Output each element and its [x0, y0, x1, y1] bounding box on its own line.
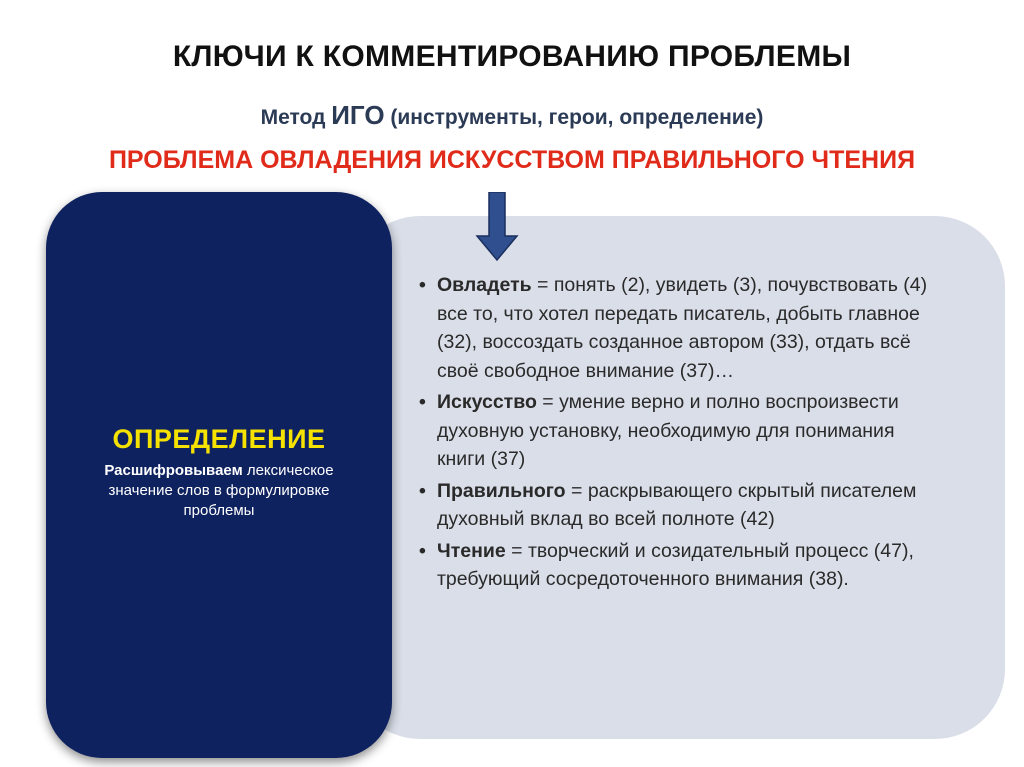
definition-text: лексическое значение слов в формулировке проблемы	[108, 462, 334, 519]
method-description: (инструменты, герои, определение)	[384, 106, 764, 129]
list-item	[415, 271, 945, 385]
term: Правильного	[437, 479, 566, 502]
method-abbr: ИГО	[331, 100, 385, 130]
list-item	[415, 537, 945, 594]
down-arrow-icon	[475, 192, 519, 262]
definition-list	[415, 271, 945, 597]
term: Овладеть	[437, 274, 532, 296]
definition-lead: Расшифровываем	[104, 462, 243, 479]
list-item	[415, 477, 945, 534]
method-prefix: Метод	[260, 106, 332, 129]
term: Чтение	[437, 539, 506, 562]
bullet-icon: •	[419, 391, 426, 413]
slide-title: КЛЮЧИ К КОММЕНТИРОВАНИЮ ПРОБЛЕМЫ	[172, 40, 852, 73]
definition-heading: ОПРЕДЕЛЕНИЕ	[112, 424, 326, 454]
term-definition: = творческий и созидательный процесс (47), требующий сосредоточенного внимания (38).	[437, 539, 914, 590]
term: Искусство	[437, 391, 537, 413]
term-definition: = умение верно и полно воспроизвести духовную установку, необходимую для понимания книги (37)	[437, 391, 899, 470]
term-definition: = раскрывающего скрытый писателем духовный вклад во всей полноте (42)	[437, 479, 917, 530]
definition-description	[46, 461, 392, 521]
bullet-icon: •	[419, 539, 426, 562]
problem-statement: ПРОБЛЕМА ОВЛАДЕНИЯ ИСКУССТВОМ ПРАВИЛЬНОГО ЧТЕНИЯ	[108, 146, 916, 174]
term-definition: = понять (2), увидеть (3), почувствовать (4) все то, что хотел передать писатель, добыть главное (32), воссоздать созданное автором (33), отдать всё своё свободное внимание (37)…	[437, 274, 928, 382]
list-item	[415, 388, 945, 474]
bullet-icon: •	[419, 274, 426, 296]
definition-box	[46, 192, 392, 758]
method-line	[0, 100, 1024, 131]
definition-content	[46, 424, 392, 521]
bullet-icon: •	[419, 479, 426, 502]
